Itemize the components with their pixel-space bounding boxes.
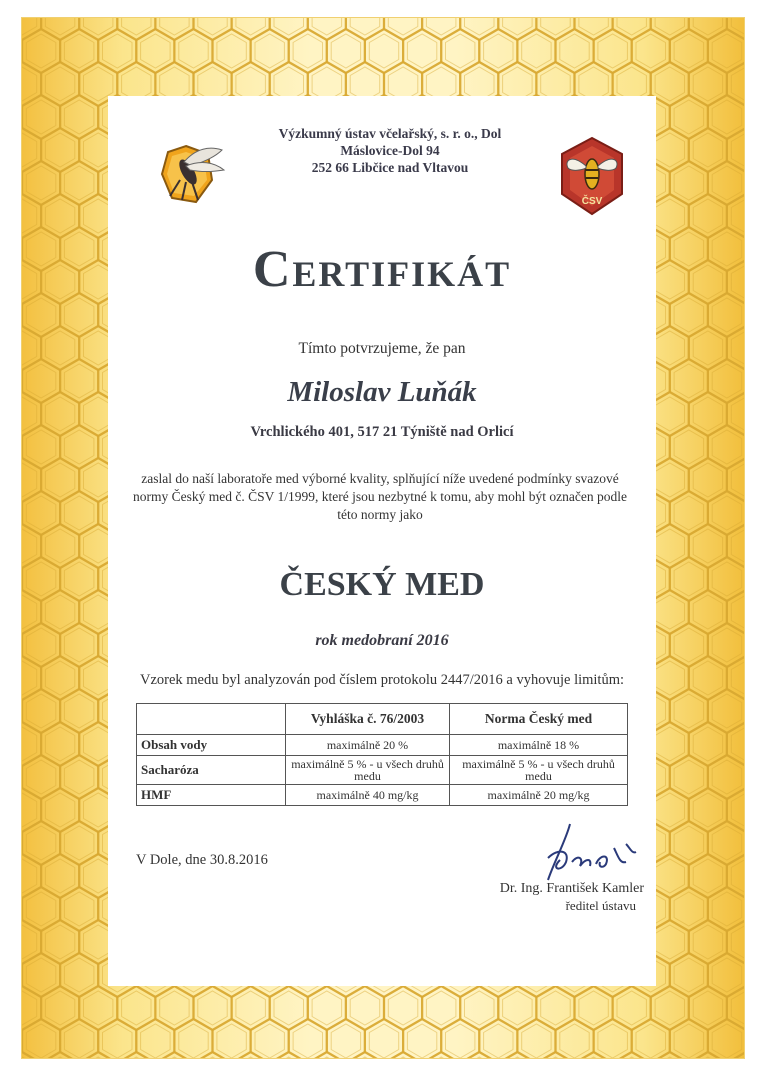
hexagon-inner: [45, 67, 74, 101]
hexagon-inner: [655, 925, 684, 959]
hexagon-inner: [22, 199, 37, 233]
decree-value: maximálně 40 mg/kg: [286, 785, 450, 806]
hexagon-cell: [365, 1019, 403, 1058]
hexagon-inner: [103, 1024, 133, 1058]
hexagon-cell: [441, 1019, 479, 1058]
hexagon-inner: [22, 67, 37, 101]
hexagon-inner: [484, 1024, 513, 1058]
hexagon-cell: [22, 1019, 60, 1058]
hexagon-inner: [579, 991, 608, 1025]
hexagon-inner: [22, 925, 37, 959]
hexagon-inner: [617, 18, 646, 35]
hexagon-inner: [26, 34, 56, 68]
hexagon-inner: [160, 18, 189, 35]
hexagon-inner: [522, 1024, 551, 1058]
table-row: [137, 756, 628, 785]
hexagon-inner: [731, 859, 744, 893]
hexagon-inner: [712, 100, 742, 134]
hexagon-inner: [45, 727, 74, 761]
hexagon-inner: [22, 859, 37, 893]
hexagon-inner: [731, 529, 744, 563]
hexagon-inner: [293, 1024, 322, 1058]
hexagon-cell: [670, 1019, 708, 1058]
table-header-norm: Norma Český med: [450, 704, 628, 735]
table-header-row: [137, 704, 628, 735]
hexagon-inner: [655, 199, 684, 233]
hexagon-inner: [64, 298, 94, 332]
hexagon-cell: [136, 1019, 174, 1058]
hexagon-inner: [712, 34, 742, 68]
hexagon-inner: [45, 991, 74, 1025]
hexagon-cell: [384, 18, 422, 40]
hexagon-cell: [651, 18, 689, 40]
sample-text: Vzorek medu byl analyzován pod číslem protokolu 2447/2016 a vyhovuje limitům:: [139, 672, 625, 688]
hexagon-inner: [236, 18, 266, 35]
hexagon-inner: [64, 1024, 94, 1058]
hexagon-inner: [122, 18, 151, 35]
hexagon-inner: [255, 34, 284, 68]
hexagon-inner: [655, 529, 684, 563]
hexagon-inner: [64, 166, 94, 200]
hexagon-cell: [632, 1019, 670, 1058]
hexagon-inner: [655, 18, 684, 35]
hexagon-cell: [289, 1019, 327, 1058]
hexagon-inner: [26, 1024, 56, 1058]
hexagon-inner: [693, 859, 722, 893]
hexagon-inner: [64, 34, 94, 68]
handwritten-signature: [540, 818, 640, 888]
csv-emblem: [556, 136, 628, 218]
hexagon-inner: [179, 1024, 208, 1058]
hexagon-inner: [655, 727, 684, 761]
hexagon-inner: [64, 694, 94, 728]
hexagon-inner: [160, 991, 189, 1025]
hexagon-cell: [98, 1019, 136, 1058]
hexagon-inner: [103, 34, 133, 68]
signer-name: Dr. Ing. František Kamler: [499, 881, 644, 896]
hexagon-inner: [655, 133, 684, 167]
hexagon-inner: [26, 826, 56, 860]
designation-heading: ČESKÝ MED: [279, 566, 485, 603]
emblem-text: ČSV: [581, 196, 603, 207]
hexagon-inner: [712, 298, 742, 332]
hexagon-inner: [331, 34, 360, 68]
hexagon-inner: [122, 991, 151, 1025]
hexagon-inner: [26, 760, 56, 794]
hexagon-inner: [64, 100, 94, 134]
hexagon-inner: [560, 34, 589, 68]
hexagon-inner: [350, 18, 380, 35]
hexagon-inner: [64, 760, 94, 794]
hexagon-inner: [541, 991, 571, 1025]
table-row: [137, 735, 628, 756]
table-header-decree: Vyhláška č. 76/2003: [286, 704, 450, 735]
hexagon-inner: [22, 727, 37, 761]
certificate-paragraph: zaslal do naší laboratoře med výborné kvality, splňující níže uvedené podmínky svazové normy Český med č. ČSV 1/1999, které jsou nezbytné k tomu, aby mohl být označen podle této normy jako: [133, 471, 627, 522]
hexagon-inner: [598, 34, 628, 68]
hexagon-inner: [217, 1024, 246, 1058]
hexagon-inner: [693, 793, 722, 827]
hexagon-inner: [26, 100, 56, 134]
hexagon-inner: [64, 496, 94, 530]
hexagon-inner: [141, 34, 171, 68]
hexagon-cell: [232, 18, 270, 40]
hexagon-inner: [712, 496, 742, 530]
hexagon-cell: [308, 18, 346, 40]
hexagon-inner: [236, 991, 266, 1025]
hexagon-inner: [731, 463, 744, 497]
decree-value: maximálně 20 %: [286, 735, 450, 756]
hexagon-inner: [45, 199, 74, 233]
hexagon-inner: [712, 1024, 742, 1058]
hexagon-inner: [674, 34, 704, 68]
hexagon-inner: [198, 18, 227, 35]
hexagon-inner: [731, 199, 744, 233]
hexagon-cell: [556, 1019, 594, 1058]
hexagon-inner: [484, 34, 513, 68]
hexagon-cell: [270, 18, 308, 40]
title-text: Certifikát: [252, 241, 512, 298]
hexagon-inner: [693, 18, 722, 35]
harvest-year: rok medobraní 2016: [315, 632, 449, 649]
norm-value: maximálně 5 % - u všech druhů medu: [450, 756, 628, 785]
hexagon-inner: [598, 1024, 628, 1058]
row-label: Obsah vody: [137, 735, 286, 756]
hexagon-inner: [426, 18, 456, 35]
hexagon-inner: [407, 34, 436, 68]
decree-value: maximálně 5 % - u všech druhů medu: [286, 756, 450, 785]
hexagon-inner: [369, 1024, 398, 1058]
bee-logo-icon: [156, 140, 228, 212]
hexagon-inner: [331, 1024, 360, 1058]
row-label: Sacharóza: [137, 756, 286, 785]
hexagon-inner: [293, 34, 322, 68]
certificate-title: [0, 240, 764, 299]
hexagon-cell: [60, 1019, 98, 1058]
hexagon-inner: [541, 18, 571, 35]
hexagon-inner: [674, 826, 704, 860]
hexagon-inner: [731, 925, 744, 959]
hexagon-inner: [84, 18, 113, 35]
hexagon-inner: [388, 18, 418, 35]
hexagon-inner: [712, 892, 742, 926]
hexagon-inner: [465, 991, 495, 1025]
institute-city: 252 66 Libčice nad Vltavou: [311, 160, 469, 175]
hexagon-inner: [712, 760, 742, 794]
date-line: V Dole, dne 30.8.2016: [136, 852, 268, 868]
hexagon-inner: [64, 892, 94, 926]
hexagon-inner: [22, 463, 37, 497]
hexagon-inner: [26, 892, 56, 926]
row-label: HMF: [137, 785, 286, 806]
hexagon-inner: [712, 166, 742, 200]
recipient-name: Miloslav Luňák: [287, 376, 477, 408]
hexagon-inner: [731, 727, 744, 761]
hexagon-inner: [731, 793, 744, 827]
hexagon-inner: [26, 298, 56, 332]
hexagon-inner: [255, 1024, 284, 1058]
limits-table: [136, 703, 628, 806]
hexagon-cell: [346, 18, 384, 40]
hexagon-cell: [155, 18, 193, 40]
table-row: [137, 785, 628, 806]
hexagon-cell: [613, 18, 651, 40]
hexagon-cell: [251, 1019, 289, 1058]
hexagon-inner: [712, 826, 742, 860]
hexagon-inner: [693, 727, 722, 761]
hexagon-inner: [655, 793, 684, 827]
hexagon-inner: [64, 958, 94, 992]
hexagon-inner: [731, 133, 744, 167]
hexagon-inner: [712, 958, 742, 992]
hexagon-inner: [674, 100, 704, 134]
hexagon-inner: [369, 34, 398, 68]
hexagon-inner: [655, 463, 684, 497]
hexagon-inner: [141, 1024, 171, 1058]
institute-street: Máslovice-Dol 94: [340, 143, 440, 158]
hexagon-inner: [446, 1024, 475, 1058]
hexagon-cell: [536, 18, 574, 40]
hexagon-inner: [274, 18, 304, 35]
hexagon-inner: [350, 991, 380, 1025]
table-header-empty: [137, 704, 286, 735]
hexagon-inner: [655, 67, 684, 101]
hexagon-inner: [274, 991, 304, 1025]
hexagon-cell: [689, 18, 727, 40]
hexagon-inner: [312, 18, 342, 35]
hexagon-inner: [617, 991, 646, 1025]
hexagon-inner: [179, 34, 208, 68]
recipient-address: Vrchlického 401, 517 21 Týniště nad Orlicí: [250, 424, 514, 440]
hexagon-inner: [45, 463, 74, 497]
hexagon-inner: [674, 694, 704, 728]
hexagon-inner: [407, 1024, 436, 1058]
hexagon-cell: [117, 18, 155, 40]
hexagon-inner: [22, 793, 37, 827]
hexagon-inner: [712, 694, 742, 728]
hexagon-inner: [26, 694, 56, 728]
hexagon-inner: [503, 18, 532, 35]
hexagon-inner: [217, 34, 246, 68]
hexagon-cell: [403, 1019, 441, 1058]
hexagon-inner: [693, 67, 722, 101]
hexagon-cell: [194, 18, 232, 40]
hexagon-inner: [693, 133, 722, 167]
hexagon-cell: [460, 18, 498, 40]
hexagon-inner: [26, 958, 56, 992]
hexagon-inner: [579, 18, 608, 35]
hexagon-inner: [84, 991, 113, 1025]
hexagon-cell: [575, 18, 613, 40]
hexagon-inner: [45, 925, 74, 959]
hexagon-inner: [674, 892, 704, 926]
hexagon-inner: [731, 67, 744, 101]
hexagon-inner: [674, 298, 704, 332]
hexagon-inner: [655, 859, 684, 893]
hexagon-inner: [674, 496, 704, 530]
hexagon-inner: [45, 529, 74, 563]
hexagon-inner: [22, 133, 37, 167]
hexagon-inner: [45, 859, 74, 893]
hexagon-inner: [693, 925, 722, 959]
norm-value: maximálně 20 mg/kg: [450, 785, 628, 806]
hexagon-cell: [327, 1019, 365, 1058]
hexagon-inner: [26, 496, 56, 530]
hexagon-cell: [174, 1019, 212, 1058]
hexagon-inner: [655, 991, 684, 1025]
confirm-text: Tímto potvrzujeme, že pan: [298, 340, 466, 357]
hexagon-cell: [594, 1019, 632, 1058]
hexagon-inner: [674, 958, 704, 992]
hexagon-inner: [45, 18, 74, 35]
hexagon-cell: [498, 18, 536, 40]
norm-value: maximálně 18 %: [450, 735, 628, 756]
hexagon-inner: [560, 1024, 589, 1058]
hexagon-inner: [522, 34, 551, 68]
hexagon-inner: [636, 34, 666, 68]
hexagon-inner: [388, 991, 418, 1025]
hexagon-inner: [22, 529, 37, 563]
hexagon-cell: [479, 1019, 517, 1058]
hexagon-cell: [422, 18, 460, 40]
hexagon-inner: [465, 18, 495, 35]
hexagon-inner: [312, 991, 342, 1025]
hexagon-inner: [426, 991, 456, 1025]
hexagon-inner: [446, 34, 475, 68]
hexagon-inner: [26, 166, 56, 200]
hexagon-inner: [64, 826, 94, 860]
hexagon-inner: [674, 1024, 704, 1058]
hexagon-cell: [517, 1019, 555, 1058]
hexagon-inner: [198, 991, 227, 1025]
hexagon-inner: [45, 793, 74, 827]
hexagon-cell: [213, 1019, 251, 1058]
hexagon-inner: [693, 463, 722, 497]
hexagon-inner: [503, 991, 532, 1025]
signer-role: ředitel ústavu: [565, 898, 636, 913]
hexagon-inner: [693, 199, 722, 233]
hexagon-inner: [674, 166, 704, 200]
hexagon-inner: [636, 1024, 666, 1058]
hexagon-cell: [41, 18, 79, 40]
hexagon-cell: [79, 18, 117, 40]
hexagon-inner: [693, 529, 722, 563]
hexagon-inner: [22, 991, 37, 1025]
hexagon-inner: [693, 991, 722, 1025]
institute-name: Výzkumný ústav včelařský, s. r. o., Dol: [278, 126, 502, 141]
hexagon-inner: [731, 991, 744, 1025]
hexagon-inner: [45, 133, 74, 167]
hexagon-inner: [674, 760, 704, 794]
